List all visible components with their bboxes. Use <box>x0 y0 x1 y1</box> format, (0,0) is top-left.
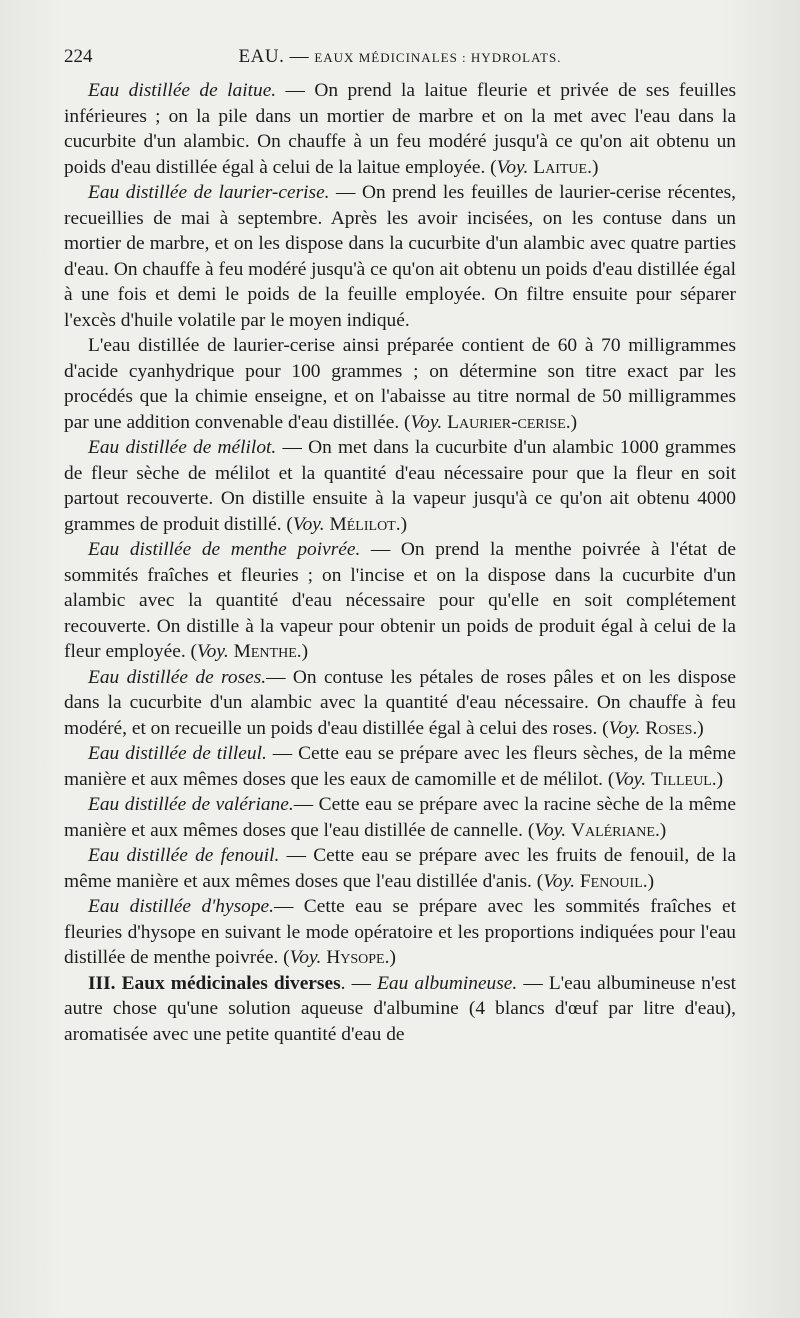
entry-title: Eau distillée de fenouil. <box>88 845 280 866</box>
cross-reference: Roses <box>645 717 693 739</box>
ref-close: .) <box>384 947 396 968</box>
cross-reference: Laitue <box>533 156 588 178</box>
see-also-label: Voy. <box>614 768 647 790</box>
section-heading: Eaux médicinales diverses <box>121 972 341 994</box>
paragraph-laurier-cerise-titre <box>64 333 736 435</box>
entry-text: — On contuse les pétales de roses pâles et on les dispose dans la cucurbite d'un alambic avec la quantité d'eau nécessaire. On chauffe à feu modéré, et on recueille un poids d'eau distillée égal à celui des roses. ( <box>64 666 736 739</box>
entry-title: Eau distillée de mélilot. <box>88 437 277 458</box>
paragraph-valeriane <box>64 792 736 843</box>
ref-close: .) <box>711 768 724 790</box>
entry-text: — On met dans la cucurbite d'un alambic 1000 grammes de fleur sèche de mélilot et la quantité d'eau nécessaire pour que la fleur en soit partout recouverte. On distille ensuite à la vapeur jusqu'à ce qu'on ait obtenu 4000 grammes de produit distillé. ( <box>64 437 736 535</box>
entry-title: Eau distillée d'hysope. <box>88 896 274 917</box>
entry-title: Eau distillée de roses. <box>88 666 267 688</box>
cross-reference: Hysope <box>326 947 385 968</box>
page-header <box>64 46 736 74</box>
section-heading-dash: . — <box>340 972 378 994</box>
see-also-label: Voy. <box>496 156 529 178</box>
entry-title: Eau distillée de menthe poivrée. <box>88 539 361 560</box>
cross-reference: Menthe <box>233 641 297 662</box>
entry-text: — Cette eau se prépare avec les sommités fraîches et fleuries d'hysope en suivant le mode opératoire et les proportions indiquées pour l'eau distillée de menthe poivrée. ( <box>64 896 736 968</box>
cross-reference: Tilleul <box>650 768 712 790</box>
entry-text: — On prend la laitue fleurie et privée de ses feuilles inférieures ; on la pile dans un mortier de marbre et on la met avec l'eau dans la cucurbite d'un alambic. On chauffe à un feu modéré jusqu'à ce qu'on ait obtenu un poids d'eau distillée égal à celui de la laitue employée. ( <box>64 80 736 178</box>
running-head-subtitle: EAUX MÉDICINALES : HYDROLATS. <box>314 50 562 65</box>
running-head-main: EAU. <box>238 46 285 67</box>
cross-reference: Mélilot <box>329 513 396 535</box>
ref-close: .) <box>565 411 578 433</box>
see-also-label: Voy. <box>534 819 567 841</box>
see-also-label: Voy. <box>410 411 443 433</box>
entry-text: L'eau distillée de laurier-cerise ainsi préparée contient de 60 à 70 milligrammes d'acide cyanhydrique pour 100 grammes ; on détermine son titre exact par les procédés que la chimie enseigne, et on l'abaisse au titre normal de 50 milligrammes par une addition convenable d'eau distillée. ( <box>64 335 736 433</box>
see-also-label: Voy. <box>196 641 229 662</box>
section-iii-paragraph <box>64 971 736 1048</box>
entry-title: Eau albumineuse. <box>377 972 518 994</box>
cross-reference: Fenouil <box>579 870 643 892</box>
entry-text: — L'eau albumineuse n'est autre chose qu'une solution aqueuse d'albumine (4 blancs d'œuf par litre d'eau), aromatisée avec une petite quantité d'eau de <box>64 972 737 1045</box>
ref-close: .) <box>654 819 667 841</box>
ref-close: .) <box>395 513 408 535</box>
page-number: 224 <box>64 46 93 67</box>
entry-title: Eau distillée de laitue. <box>88 80 277 101</box>
ref-close: .) <box>692 717 704 739</box>
ref-close: .) <box>587 156 599 178</box>
cross-reference: Laurier-cerise <box>447 411 566 433</box>
running-head-dash: — <box>284 46 315 67</box>
entry-text: — Cette eau se prépare avec les fleurs sèches, de la même manière et aux mêmes doses que les eaux de camomille et de mélilot. ( <box>64 743 736 790</box>
see-also-label: Voy. <box>292 513 325 535</box>
see-also-label: Voy. <box>608 717 641 739</box>
entry-text: — On prend la menthe poivrée à l'état de sommités fraîches et fleuries ; on l'incise et on la dispose dans la cucurbite d'un alambic avec la quantité d'eau nécessaire pour qu'elle en soit complétement recouverte. On distille à la vapeur pour obtenir un poids de produit égal à celui de la fleur employée. ( <box>64 539 736 662</box>
ref-close: .) <box>642 870 655 892</box>
paragraph-menthe <box>64 537 736 665</box>
paragraph-melilot <box>64 435 736 537</box>
entry-text: — Cette eau se prépare avec les fruits de fenouil, de la même manière et aux mêmes doses que l'eau distillée d'anis. ( <box>64 845 736 892</box>
paragraph-hysope <box>64 894 736 971</box>
entry-title: Eau distillée de tilleul. <box>88 743 267 764</box>
running-head <box>64 46 736 68</box>
entry-text: — On prend les feuilles de laurier-cerise récentes, recueillies de mai à septembre. Après les avoir incisées, on les contuse dans un mortier de marbre, et on les dispose dans la cucurbite d'un alambic avec quatre parties d'eau. On chauffe à feu modéré jusqu'à ce qu'on ait obtenu un poids d'eau distillée égal à une fois et demi le poids de la feuille employée. On filtre ensuite pour séparer l'excès d'huile volatile par le moyen indiqué. <box>64 182 737 331</box>
entry-title: Eau distillée de valériane. <box>88 794 294 815</box>
paragraph-laurier-cerise <box>64 180 736 333</box>
see-also-label: Voy. <box>543 870 575 892</box>
cross-reference: Valériane <box>570 819 655 841</box>
paragraph-fenouil <box>64 843 736 894</box>
section-numeral: III. <box>88 972 116 994</box>
see-also-label: Voy. <box>289 947 322 968</box>
entry-title: Eau distillée de laurier-cerise. <box>88 182 330 203</box>
paragraph-roses <box>64 665 736 742</box>
ref-close: .) <box>296 641 309 662</box>
entry-text: — Cette eau se prépare avec la racine sèche de la même manière et aux mêmes doses que l'eau distillée de cannelle. ( <box>64 794 736 841</box>
paragraph-tilleul <box>64 741 736 792</box>
body-text <box>64 78 736 1047</box>
paragraph-laitue <box>64 78 736 180</box>
